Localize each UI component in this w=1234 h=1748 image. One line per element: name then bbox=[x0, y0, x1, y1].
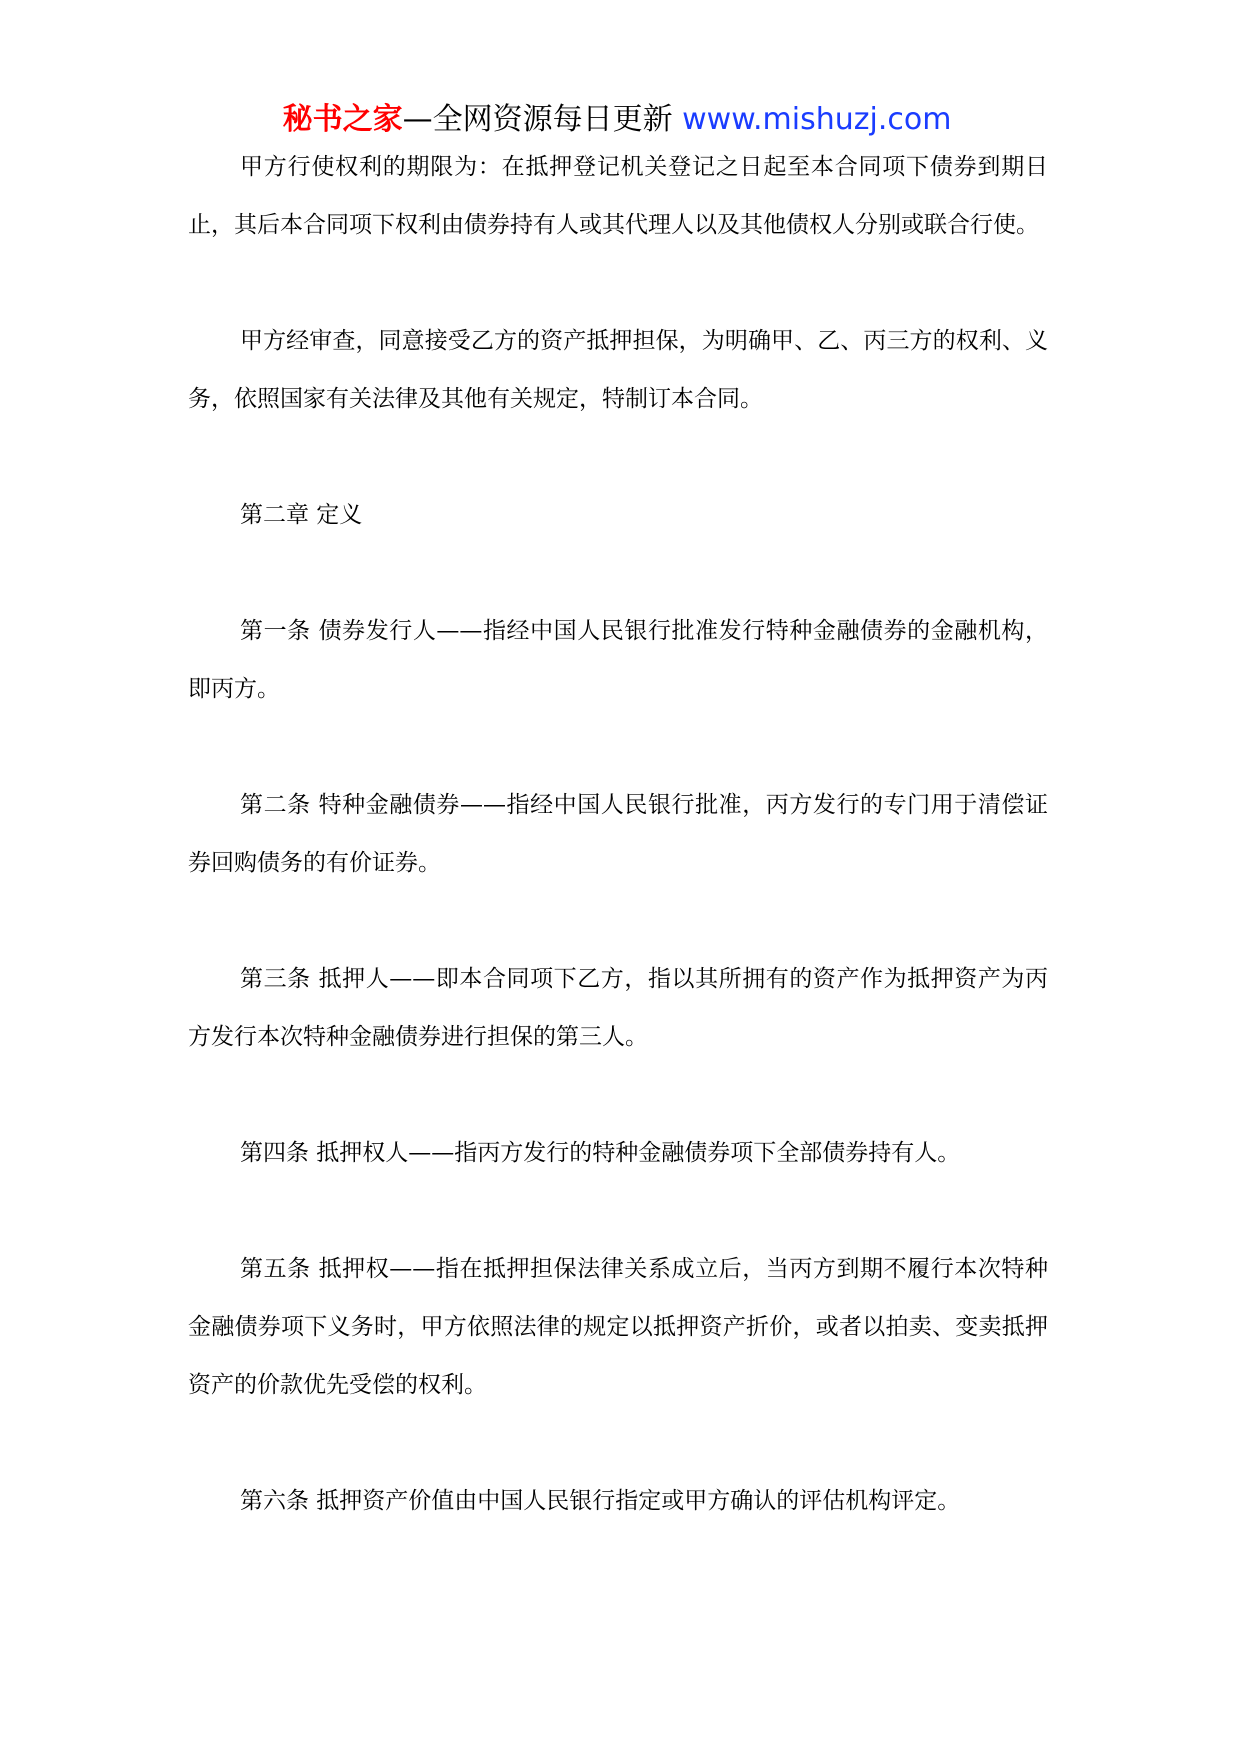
article-3: 第三条 抵押人——即本合同项下乙方，指以其所拥有的资产作为抵押资产为丙方发行本次特种金融债券进行担保的第三人。 bbox=[188, 966, 1048, 1050]
header-tagline: —全网资源每日更新 bbox=[402, 102, 683, 137]
paragraph-review-consent: 甲方经审查，同意接受乙方的资产抵押担保，为明确甲、乙、丙三方的权利、义务，依照国家有关法律及其他有关规定，特制订本合同。 bbox=[188, 328, 1048, 412]
site-watermark-header bbox=[0, 100, 1234, 140]
chapter-heading: 第二章 定义 bbox=[240, 502, 363, 528]
paragraph-rights-period: 甲方行使权利的期限为：在抵押登记机关登记之日起至本合同项下债券到期日止，其后本合同项下权利由债券持有人或其代理人以及其他债权人分别或联合行使。 bbox=[188, 154, 1048, 238]
brand-name: 秘书之家 bbox=[282, 102, 403, 137]
article-4: 第四条 抵押权人——指丙方发行的特种金融债券项下全部债券持有人。 bbox=[240, 1140, 961, 1166]
article-6: 第六条 抵押资产价值由中国人民银行指定或甲方确认的评估机构评定。 bbox=[240, 1488, 961, 1514]
document-body bbox=[188, 138, 1048, 1588]
article-1: 第一条 债券发行人——指经中国人民银行批准发行特种金融债券的金融机构，即丙方。 bbox=[188, 618, 1048, 702]
article-5: 第五条 抵押权——指在抵押担保法律关系成立后，当丙方到期不履行本次特种金融债券项下义务时，甲方依照法律的规定以抵押资产折价，或者以拍卖、变卖抵押资产的价款优先受偿的权利。 bbox=[188, 1256, 1048, 1398]
article-2: 第二条 特种金融债券——指经中国人民银行批准，丙方发行的专门用于清偿证券回购债务的有价证券。 bbox=[188, 792, 1048, 876]
site-url: www.mishuzj.com bbox=[682, 102, 952, 137]
